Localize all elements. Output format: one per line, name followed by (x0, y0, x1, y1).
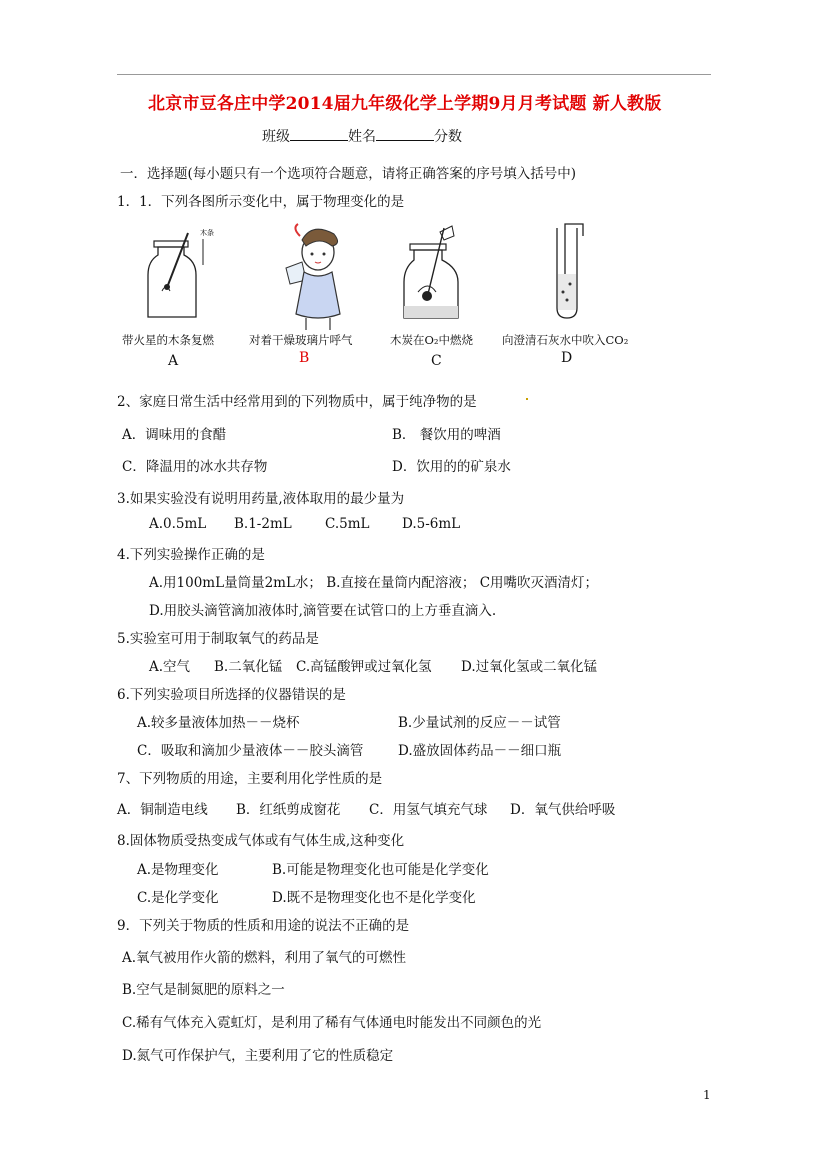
q7-option-a: A．铜制造电线 (117, 802, 208, 818)
q5-option-d: D.过氧化氢或二氧化锰 (461, 659, 598, 675)
score-label: 分数 (434, 129, 462, 145)
class-label: 班级 (262, 129, 290, 145)
q5-option-c: C.高锰酸钾或过氧化氢 (296, 659, 432, 675)
class-blank[interactable] (290, 128, 348, 141)
figure-b-girl-breathing (282, 222, 354, 332)
q9-option-b: B.空气是制氮肥的原料之一 (122, 982, 285, 998)
q7-option-c: C．用氢气填充气球 (369, 802, 488, 818)
figure-c-letter: C (431, 353, 442, 369)
figure-b-letter: B (299, 350, 310, 366)
q6-option-c: C．吸取和滴加少量液体－－胶头滴管 (137, 743, 364, 759)
q4-options-line1: A.用100mL量筒量2mL水； B.直接在量筒内配溶液； C用嘴吹灭酒清灯； (149, 575, 599, 591)
splint-label: 木条 (200, 229, 214, 237)
section-heading: 一．选择题(每小题只有一个选项符合题意，请将正确答案的序号填入括号中) (120, 166, 577, 182)
q3-option-a: A.0.5mL (149, 516, 207, 532)
q2-option-a: A．调味用的食醋 (122, 427, 227, 443)
student-info-line (262, 126, 462, 146)
name-blank[interactable] (376, 128, 434, 141)
q6-option-b: B.少量试剂的反应－－试管 (398, 715, 561, 731)
name-label: 姓名 (348, 129, 376, 145)
q7-option-b: B．红纸剪成窗花 (236, 802, 341, 818)
q7-option-d: D．氧气供给呼吸 (510, 802, 616, 818)
q7-stem: 7、下列物质的用途，主要利用化学性质的是 (117, 771, 383, 787)
q8-option-b: B.可能是物理变化也可能是化学变化 (272, 862, 489, 878)
q6-stem: 6.下列实验项目所选择的仪器错误的是 (117, 687, 346, 703)
q3-option-b: B.1-2mL (234, 516, 292, 532)
figure-d-letter: D (561, 350, 573, 366)
q9-stem: 9．下列关于物质的性质和用途的说法不正确的是 (117, 918, 410, 934)
figure-b-caption: 对着干燥玻璃片呼气 (249, 333, 353, 347)
q4-stem: 4.下列实验操作正确的是 (117, 547, 265, 563)
q8-option-d: D.既不是物理变化也不是化学变化 (272, 890, 476, 906)
q3-option-c: C.5mL (325, 516, 370, 532)
q5-option-b: B.二氧化锰 (214, 659, 283, 675)
q8-stem: 8.固体物质受热变成气体或有气体生成,这种变化 (117, 833, 405, 849)
q6-option-d: D.盛放固体药品－－细口瓶 (398, 743, 562, 759)
q6-option-a: A.较多量液体加热－－烧杯 (137, 715, 300, 731)
page-number: 1 (703, 1088, 711, 1102)
figure-d-caption: 向澄清石灰水中吹入CO₂ (502, 333, 629, 347)
q9-option-a: A.氧气被用作火箭的燃料，利用了氧气的可燃性 (122, 950, 407, 966)
stray-dot (526, 398, 528, 400)
q5-option-a: A.空气 (149, 659, 191, 675)
q4-options-line2: D.用胶头滴管滴加液体时,滴管要在试管口的上方垂直滴入. (149, 603, 497, 619)
figure-a-letter: A (168, 353, 179, 369)
figure-a-bottle-splint (140, 225, 220, 325)
figure-a-caption: 带火星的木条复燃 (122, 333, 214, 347)
q9-option-c: C.稀有气体充入霓虹灯，是利用了稀有气体通电时能发出不同颜色的光 (122, 1015, 542, 1031)
q9-option-d: D.氮气可作保护气，主要利用了它的性质稳定 (122, 1048, 394, 1064)
q2-option-d: D．饮用的的矿泉水 (392, 459, 511, 475)
q8-option-c: C.是化学变化 (137, 890, 219, 906)
q1-stem: 1．1．下列各图所示变化中，属于物理变化的是 (117, 194, 405, 210)
figure-c-charcoal-in-oxygen (400, 222, 470, 327)
q3-stem: 3.如果实验没有说明用药量,液体取用的最少量为 (117, 491, 405, 507)
q2-stem: 2、家庭日常生活中经常用到的下列物质中，属于纯净物的是 (117, 394, 477, 410)
figure-c-caption: 木炭在O₂中燃烧 (390, 333, 474, 347)
q5-stem: 5.实验室可用于制取氧气的药品是 (117, 631, 319, 647)
q2-option-c: C．降温用的冰水共存物 (122, 459, 268, 475)
header-rule (117, 74, 711, 75)
q2-option-b: B． 餐饮用的啤酒 (392, 427, 501, 443)
figure-d-test-tube-straw (545, 222, 589, 322)
q3-option-d: D.5-6mL (402, 516, 461, 532)
page-title: 北京市豆各庄中学2014届九年级化学上学期9月月考试题 新人教版 (148, 94, 662, 114)
q8-option-a: A.是物理变化 (137, 862, 219, 878)
